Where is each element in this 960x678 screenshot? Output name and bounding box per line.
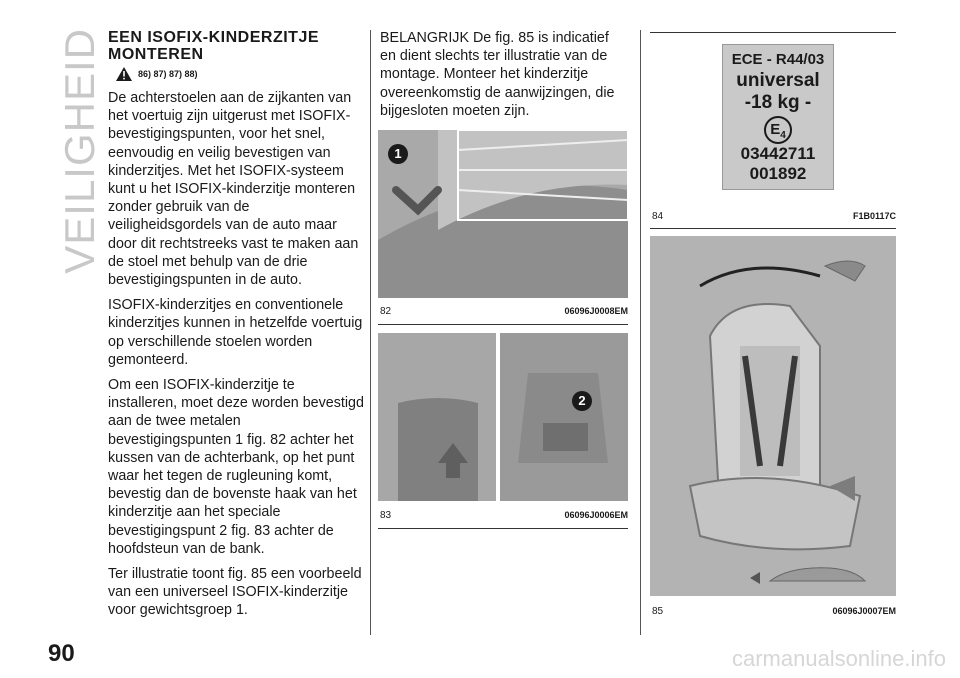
- figure-83-code: 06096J0006EM: [564, 510, 628, 520]
- warning-references: [116, 67, 364, 81]
- paragraph-2: ISOFIX-kinderzitjes en conventionele kinderzitjes kunnen in hetzelfde voertuig op verschillende stoelen worden gemonteerd.: [108, 297, 363, 368]
- figure-83-number: 83: [380, 510, 392, 521]
- figure-82-image: [378, 130, 628, 298]
- main-text-column: [108, 29, 364, 627]
- figure-82-code: 06096J0008EM: [564, 306, 628, 316]
- important-note: [380, 29, 628, 127]
- approval-label-card: [722, 44, 834, 190]
- label-mark-letter: E: [770, 121, 781, 138]
- figure-82-caption: [380, 306, 628, 317]
- figure-83-rule: [378, 528, 628, 529]
- child-seat-illustration: [650, 236, 896, 596]
- page-heading: EEN ISOFIX-KINDERZITJE MONTEREN: [108, 29, 320, 63]
- callout-2: 2: [572, 391, 592, 411]
- figure-85-code: 06096J0007EM: [832, 606, 896, 616]
- figure-85-caption: [652, 606, 896, 617]
- seat-anchor-illustration: [378, 130, 628, 298]
- figure-82-rule: [378, 324, 628, 325]
- important-note-text: BELANGRIJK De fig. 85 is indicatief en dient slechts ter illustratie van de montage. Monteer het kinderzitje overeenkomstig de aanwijzingen, die bijgesloten moeten zijn.: [380, 30, 615, 119]
- column-divider-2: [640, 30, 641, 635]
- figure-84-top-rule: [650, 32, 896, 33]
- figure-82-number: 82: [380, 306, 392, 317]
- figure-85-image: [650, 236, 896, 596]
- paragraph-3: Om een ISOFIX-kinderzitje te installeren, moet deze worden bevestigd aan de twee metalen bevestigingspunten 1 fig. 82 achter het kussen van de achterbank, op het punt waar het tegen de rugleuning komt, bevestig dan de bovenste haak van het kinderzitje aan het speciale bevestigingspunt 2 fig. 83 achter de hoofdsteun van de bank.: [108, 377, 364, 557]
- column-divider-1: [370, 30, 371, 635]
- paragraph-4: Ter illustratie toont fig. 85 een voorbeeld van een universeel ISOFIX-kinderzitje voor gewichtsgroep 1.: [108, 566, 362, 619]
- label-universal: universal: [736, 70, 820, 91]
- label-ece: ECE - R44/03: [731, 51, 825, 68]
- figure-84-number: 84: [652, 211, 664, 222]
- figure-83-image: [378, 333, 628, 501]
- warning-refs-text: 86) 87) 87) 88): [138, 69, 198, 79]
- section-title: VEILIGHEID: [56, 28, 103, 274]
- figure-84-caption: [652, 211, 896, 222]
- label-serial-number: 001892: [749, 164, 807, 183]
- figure-83-caption: [380, 510, 628, 521]
- page-number: 90: [48, 640, 75, 667]
- label-approval-number: 03442711: [740, 144, 816, 163]
- callout-1: 1: [388, 144, 408, 164]
- label-weight: -18 kg -: [744, 92, 812, 113]
- figure-84-code: F1B0117C: [852, 211, 896, 221]
- warning-triangle-icon: [116, 67, 132, 81]
- paragraph-1: De achterstoelen aan de zijkanten van het voertuig zijn uitgerust met ISOFIX-bevestigingspunten, voor het snel, eenvoudig en veilig bevestigen van kinderzitjes. Met het ISOFIX-systeem kunt u het ISOFIX-kinderzitje monteren zonder gebruik van de veiligheidsgordels van de auto maar door dit rechtstreeks vast te maken aan de stoel met behulp van de drie bevestigingspunten in de auto.: [108, 90, 359, 289]
- e-approval-mark-icon: [764, 116, 792, 144]
- headrest-anchor-illustration: [378, 333, 628, 501]
- label-mark-number: 4: [780, 130, 786, 141]
- figure-85-number: 85: [652, 606, 664, 617]
- watermark: carmanualsonline.info: [731, 646, 946, 671]
- figure-84-rule: [650, 228, 896, 229]
